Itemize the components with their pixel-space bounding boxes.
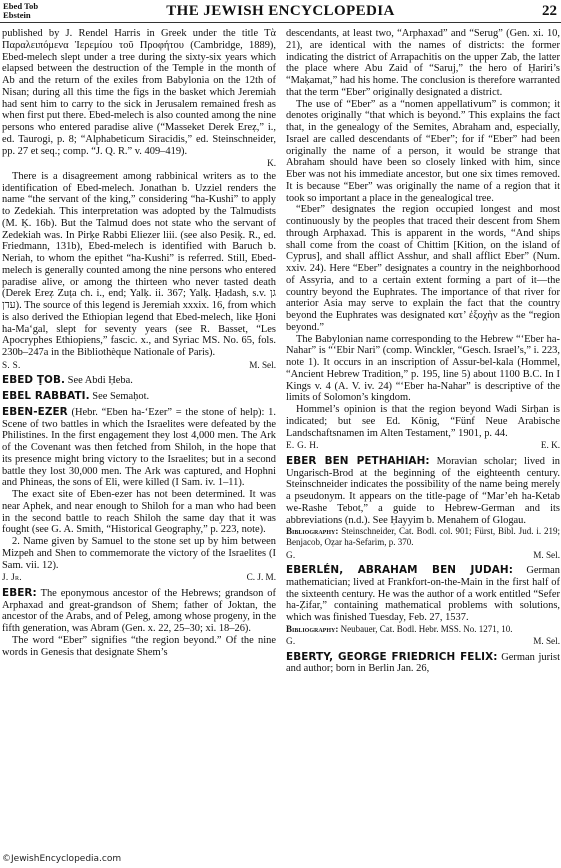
paragraph: “Eber” designates the region occupied longest and most continuously by the peoples that traced their descent from Shem through Arphaxad. This is apparent in the words, “And ships shall come from the coast of Chittim [Kition, on the island of Cyprus], and shall afflict Asshur, and shall afflict Eber” (Num. xxiv. 24). Here “Eber” designates a country in the neighborhood of Assyria, and to a certain extent forming a part of it—the country beyond the Euphrates. The importance of that river for anterior Asia may serve to explain the fact that the country beyond the Euphrates was designated κατ’ ἐξοχὴν as the “region beyond.” — [286, 204, 560, 333]
signature: K. — [267, 158, 276, 169]
entry-headword: EBER BEN PETHAHIAH: — [286, 454, 430, 467]
entry-eber-ben-pethahiah: EBER BEN PETHAHIAH: Moravian scholar; lived in Ungarisch-Brod at the beginning of the eighteenth century. Steinschneider indicates the possibility of the name being merely a pseudonym. It appears on the title-page of “Mar’eh ha-Ketab we-Rashe Tebot,” a guide to Hebrew-German and its abbreviations (n.d.). See Ḥayyim b. Menahem of Glogau. — [286, 454, 560, 526]
entry-headword: EBERTY, GEORGE FRIEDRICH FELIX: — [286, 650, 498, 663]
signature: G. M. Sel. — [286, 549, 560, 560]
paragraph: Hommel’s opinion is that the region beyond Wadi Sirḥan is indicated; but see Ed. König, “Fünf Neue Arabische Landschaftsnamen im Alten Testament,” 1901, p. 44. — [286, 404, 560, 439]
paragraph: There is a disagreement among rabbinical writers as to the identification of Ebed-melech. Jonathan b. Uzziel renders the name “the servant of the king,” considering “ha-Kushi” to apply to Zedekiah. This interpretation was adopted by the Talmudists (M. Ḳ. 16b). But the Talmud does not state who the servant of Zedekiah was. In Pirḳe Rabbi Eliezer liii. (see also Pesiḳ. R., ed. Friedmann, 131b), Ebed-melech is identified with Baruch b. Neriah, to whom the epithet “ha-Kushi” is referred. Still, Ebed-melech is generally counted among the nine persons who entered paradise alive, or among the thirteen who never tasted death (Derek Ereẓ Zuṭa ch. i., end; Yalḳ. ii. 367; Yalḳ. Ḥadash, s.v. גן עדן). The source of this legend is Jeremiah xxxix. 16, from which is also derived the Ethiopian legend that Ebed-melech, like Ḥoni ha-Ma‘gal, slept for seventy years (see R. Basset, “Les Apocryphes Ethiopiens,” fascic. x., and Syriac MS. No. 65, fols. 230b–247a in the Bibliothèque Nationale of Paris). — [2, 170, 276, 358]
signature: J. Jr. C. J. M. — [2, 572, 276, 583]
entry-eberty: EBERTY, GEORGE FRIEDRICH FELIX: German jurist and author; born in Berlin Jan. 26, — [286, 650, 560, 675]
paragraph: The exact site of Eben-ezer has not been determined. It was near Aphek, and near enough to Shiloh for a man who had been in the second battle to reach Shiloh the same day that it was fought (see G. A. Smith, “Historical Geography,” p. 223, note). — [2, 489, 276, 536]
page-number: 22 — [542, 3, 557, 19]
entry-headword: EBEN-EZER — [2, 405, 68, 418]
page-title: THE JEWISH ENCYCLOPEDIA — [166, 3, 395, 19]
left-column — [2, 28, 276, 658]
entry-ebel-rabbati: EBEL RABBATI. See Semaḥot. — [2, 390, 150, 402]
entry-eberlen: EBERLÉN, ABRAHAM BEN JUDAH: German mathematician; lived at Frankfort-on-the-Main in the first half of the sixteenth century. He was the author of a work entitled “Sefer ha-Ẓifar,” containing mathematical problems with solutions, which was finished Tuesday, Feb. 27, 1537. — [286, 564, 560, 624]
paragraph: The Babylonian name corresponding to the Hebrew “‘Eber ha-Nahar” is “‘Ebir Nari” (comp. Winckler, “Gesch. Israel’s,” i. 223, note 1). It occurs in an inscription of Assur-bel-kala (Hommel, “Ancient Hebrew Tradition,” p. 195, line 5) about 1100 B.C. In I Kings v. 4 (A. V. iv. 24) “‘Eber ha-Nahar” is descriptive of the limits of Solomon’s kingdom. — [286, 333, 561, 404]
signature: E. G. H. E. K. — [286, 440, 560, 451]
page-header — [0, 0, 561, 26]
paragraph: The use of “Eber” as a “nomen appellativum” is common; it denotes originally “that which is beyond.” This explains the fact that, in the genealogy of the Semites, Abraham and, especially, Israel are called descendants of “Eber”; for if “Eber” had been originally the name of a person, it would be strange that Abraham should have been so closely linked with him, since Eber was not his immediate ancestor, but one six times removed. It is because “Eber” was originally the name of a region that it took so important a place in the genealogical tree. — [286, 98, 560, 204]
signature: G. M. Sel. — [286, 636, 560, 647]
right-column — [286, 28, 560, 675]
paragraph: The word “Eber” signifies “the region beyond.” Of the nine words in Genesis that designate Shem’s — [2, 634, 276, 658]
entry-headword: EBEL RABBATI. — [2, 390, 90, 402]
paragraph: published by J. Rendel Harris in Greek under the title Tὰ Παραλειπόμενα Ἱερεμίου τοῦ Προφήτου (Cambridge, 1889), Ebed-melech slept under a tree during the sixty-six years which elapsed between the destruction of the Temple in the month of Ab and the return of the exiles from Babylonia on the 12th of Nisan; during all this time the figs in the basket which Jeremiah had sent him to carry to the sick in Jerusalem remained fresh as when first put there. Ebed-melech is also counted among the nine persons who entered paradise alive (“Masseket Derek Ereẓ,” i., ed. Taurogi, p. 8; “Alphabeticum Siracidis,” ed. Steinschneider, pp. 27 et seq.; comp. “J. Q. R.” v. 409–419). — [2, 28, 276, 157]
running-head-first: Ebed Tob — [3, 1, 39, 11]
bibliography: Bibliography: Neubauer, Cat. Bodl. Hebr. MSS. No. 1271, 10. — [286, 623, 513, 634]
copyright-footer: ©JewishEncyclopedia.com — [2, 854, 122, 864]
paragraph: descendants, at least two, “Arphaxad” and “Serug” (Gen. xi. 10, 21), are identical with the names of districts: the former indicating the district of Arrapachitis on the upper Zab, the latter the place where Abu Zaid of “Saruj,” the hero of Ḥariri’s “Maḳamat,” had his home. The conclusion is therefore warranted that the term “Eber” originally designated a district. — [286, 28, 560, 98]
entry-headword: EBERLÉN, ABRAHAM BEN JUDAH: — [286, 564, 513, 577]
header-rule — [0, 22, 561, 23]
entry-ebed-tob: EBED ṬOB. See Abdi Ḥeba. — [2, 374, 133, 387]
paragraph: 2. Name given by Samuel to the stone set up by him between Mizpeh and Shen to commemorate the victory of the Israelites (I Sam. vii. 12). — [2, 536, 276, 571]
running-head-last: Ebstein — [3, 10, 31, 20]
entry-headword: EBER: — [2, 586, 37, 599]
signature: S. S. M. Sel. — [2, 359, 276, 370]
entry-eben-ezer: EBEN-EZER (Hebr. “Eben ha-‘Ezer” = the stone of help): 1. Scene of two battles in which the Israelites were defeated by the Philistines. In the first engagement they lost 4,000 men. The Ark of the Covenant was then fetched from Shiloh, in the hope that its presence might bring victory to the Israelites; but in a second battle they lost 30,000 men. The Ark was captured, and Hophni and Phineas, the sons of Eli, were killed (I Sam. iv. 1–11). — [2, 405, 276, 489]
entry-headword: EBED ṬOB. — [2, 374, 66, 387]
bibliography: Bibliography: Steinschneider, Cat. Bodl. col. 901; Fürst, Bibl. Jud. i. 219; Benjacob, Oẓar ha-Sefarim, p. 370. — [286, 526, 560, 548]
entry-eber: EBER: The eponymous ancestor of the Hebrews; grandson of Arphaxad and great-grandson of Shem; father of Joktan, the ancestor of the Arabs, and of Peleg, among whose progeny, in the fifth generation, was Abram (Gen. x. 22, 25–30; xi. 18–26). — [2, 586, 276, 634]
